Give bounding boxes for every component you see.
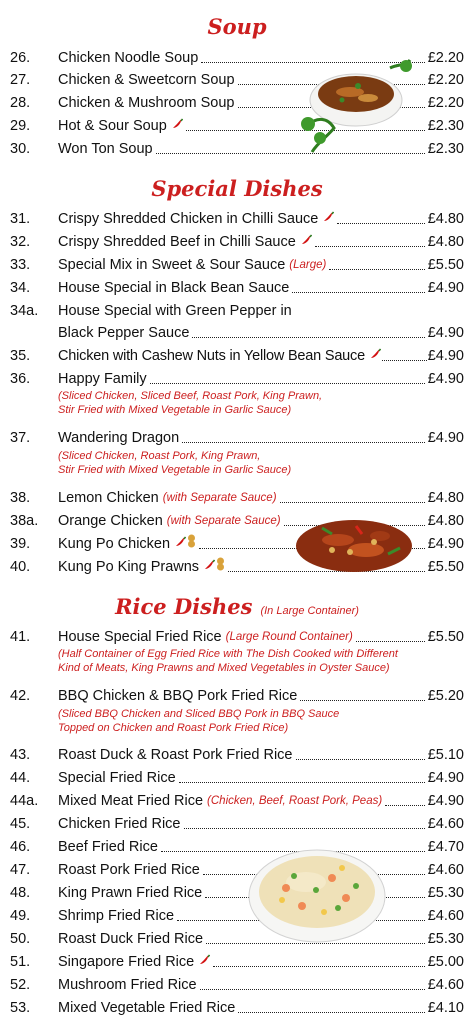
leader-dots — [150, 383, 425, 384]
item-price: £2.20 — [427, 95, 464, 111]
description-line: (Sliced Chicken, Roast Pork, King Prawn, — [58, 450, 261, 462]
item-number: 45. — [10, 816, 31, 832]
item-price: £4.60 — [427, 816, 464, 832]
item-price: £4.80 — [427, 513, 464, 529]
leader-dots — [329, 269, 424, 270]
item-number: 47. — [10, 862, 31, 878]
leader-dots — [315, 246, 425, 247]
item-name: Mixed Vegetable Fried Rice — [58, 1000, 236, 1016]
item-number: 53. — [10, 1000, 31, 1016]
item-price: £4.60 — [427, 862, 464, 878]
item-note: (Chicken, Beef, Roast Pork, Peas) — [207, 795, 383, 807]
item-note: (Large) — [289, 259, 327, 271]
item-price: £5.10 — [427, 747, 464, 763]
item-name: Mixed Meat Fried Rice — [58, 793, 204, 809]
description-line: Topped on Chicken and Roast Pork Fried Rice) — [58, 721, 289, 734]
leader-dots — [184, 828, 425, 829]
description-line: (Sliced BBQ Chicken and Sliced BBQ Pork in BBQ Sauce — [58, 708, 340, 720]
item-number: 39. — [10, 536, 31, 552]
item-name: Chicken Noodle Soup — [58, 50, 199, 66]
menu-item-34a — [10, 299, 464, 321]
item-price: £4.70 — [427, 839, 464, 855]
item-number: 50. — [10, 931, 31, 947]
menu-item-50 — [10, 927, 464, 949]
item-price: £5.50 — [427, 559, 464, 575]
menu-item-45 — [10, 812, 464, 834]
item-price: £2.20 — [427, 72, 464, 88]
item-description — [58, 648, 458, 675]
leader-dots — [382, 360, 427, 361]
leader-dots — [292, 292, 424, 293]
item-number: 26. — [10, 50, 31, 66]
leader-dots — [280, 502, 425, 503]
item-price: £4.80 — [427, 234, 464, 250]
item-number: 34. — [10, 280, 31, 296]
item-name: Mushroom Fried Rice — [58, 977, 197, 993]
rice-dishes-subtitle: (In Large Container) — [260, 605, 359, 617]
chilli-icon — [322, 209, 334, 229]
rice-dishes-title: Rice Dishes — [115, 594, 253, 619]
chilli-icon — [300, 232, 312, 252]
item-number: 27. — [10, 72, 31, 88]
leader-dots — [182, 442, 425, 443]
item-name: Chicken & Mushroom Soup — [58, 95, 235, 111]
item-name: Roast Pork Fried Rice — [58, 862, 200, 878]
item-name: House Special with Green Pepper in — [58, 303, 292, 319]
item-number: 38. — [10, 490, 31, 506]
menu-item-51 — [10, 950, 464, 972]
leader-dots — [200, 989, 425, 990]
item-price: £4.90 — [427, 536, 464, 552]
item-price: £4.90 — [427, 371, 464, 387]
item-number: 44. — [10, 770, 31, 786]
leader-dots — [192, 337, 424, 338]
item-name: Crispy Shredded Chicken in Chilli Sauce — [58, 211, 319, 227]
item-description — [58, 450, 458, 477]
item-price: £4.80 — [427, 490, 464, 506]
chilli-icon — [174, 534, 186, 554]
item-name: House Special Fried Rice — [58, 629, 222, 645]
item-name: Crispy Shredded Beef in Chilli Sauce — [58, 234, 296, 250]
item-number: 42. — [10, 688, 31, 704]
leader-dots — [238, 1012, 424, 1013]
item-name: Kung Po King Prawns — [58, 559, 200, 575]
item-price: £4.90 — [427, 770, 464, 786]
leader-dots — [296, 759, 425, 760]
menu-item-35 — [10, 344, 464, 366]
menu-item-44a — [10, 789, 464, 811]
item-price: £2.20 — [427, 50, 464, 66]
description-line: (Half Container of Egg Fried Rice with The Dish Cooked with Different — [58, 648, 398, 660]
item-price: £5.00 — [427, 954, 464, 970]
item-number: 34a. — [10, 303, 39, 319]
item-number: 51. — [10, 954, 31, 970]
menu-item-53 — [10, 996, 464, 1018]
item-name: Shrimp Fried Rice — [58, 908, 175, 924]
item-description — [58, 708, 458, 735]
item-number: 44a. — [10, 793, 39, 809]
menu-item-52 — [10, 973, 464, 995]
item-description — [58, 390, 458, 417]
item-name: Won Ton Soup — [58, 141, 153, 157]
menu-item-44 — [10, 766, 464, 788]
item-number: 33. — [10, 257, 31, 273]
chilli-icon — [369, 346, 381, 366]
item-price: £5.30 — [427, 885, 464, 901]
leader-dots — [337, 223, 424, 224]
item-number: 30. — [10, 141, 31, 157]
item-price: £2.30 — [427, 118, 464, 134]
menu-item-47 — [10, 858, 464, 880]
item-price: £4.60 — [427, 908, 464, 924]
menu-item-42 — [10, 684, 464, 706]
chilli-icon — [203, 557, 215, 577]
item-price: £4.90 — [427, 793, 464, 809]
item-name: Chicken & Sweetcorn Soup — [58, 72, 235, 88]
leader-dots — [300, 700, 424, 701]
menu-item-33 — [10, 253, 464, 275]
description-line: Stir Fried with Mixed Vegetable in Garlic Sauce) — [58, 403, 292, 416]
item-note: (with Separate Sauce) — [166, 515, 281, 527]
leader-dots — [356, 641, 425, 642]
leader-dots — [179, 782, 425, 783]
item-price: £4.90 — [427, 280, 464, 296]
item-number: 37. — [10, 430, 31, 446]
menu-item-48 — [10, 881, 464, 903]
soup-heading: Soup — [207, 14, 267, 39]
item-number: 40. — [10, 559, 31, 575]
item-number: 28. — [10, 95, 31, 111]
item-number: 32. — [10, 234, 31, 250]
menu-item-36 — [10, 367, 464, 389]
item-price: £5.20 — [427, 688, 464, 704]
chilli-icon — [198, 952, 210, 972]
peanut-icon — [187, 534, 196, 554]
menu-item-38 — [10, 486, 464, 508]
menu-item-32 — [10, 230, 464, 252]
item-number: 41. — [10, 629, 31, 645]
menu-item-49 — [10, 904, 464, 926]
item-name: Singapore Fried Rice — [58, 954, 195, 970]
description-line: Stir Fried with Mixed Vegetable in Garlic Sauce) — [58, 463, 292, 476]
menu-item-34 — [10, 276, 464, 298]
item-number: 48. — [10, 885, 31, 901]
item-number: 31. — [10, 211, 31, 227]
item-number: 49. — [10, 908, 31, 924]
item-name: Black Pepper Sauce — [58, 325, 190, 341]
item-name: House Special in Black Bean Sauce — [58, 280, 290, 296]
rice-dishes-heading — [0, 594, 474, 619]
item-number: 29. — [10, 118, 31, 134]
item-name: Special Mix in Sweet & Sour Sauce — [58, 257, 286, 273]
leader-dots — [213, 966, 424, 967]
item-note: (with Separate Sauce) — [162, 492, 277, 504]
menu-item-43 — [10, 743, 464, 765]
item-number: 36. — [10, 371, 31, 387]
item-name: Special Fried Rice — [58, 770, 176, 786]
item-name: Kung Po Chicken — [58, 536, 171, 552]
item-name: Lemon Chicken — [58, 490, 159, 506]
item-name: BBQ Chicken & BBQ Pork Fried Rice — [58, 688, 298, 704]
special-dishes-heading: Special Dishes — [151, 176, 323, 201]
item-name: Chicken Fried Rice — [58, 816, 181, 832]
item-name: Roast Duck & Roast Pork Fried Rice — [58, 747, 293, 763]
item-name: Chicken with Cashew Nuts in Yellow Bean Sauce — [58, 348, 365, 364]
description-line: Kind of Meats, King Prawns and Mixed Vegetables in Oyster Sauce) — [58, 661, 390, 674]
chilli-icon — [171, 116, 183, 136]
item-price: £4.60 — [427, 977, 464, 993]
item-price: £2.30 — [427, 141, 464, 157]
item-name: Orange Chicken — [58, 513, 163, 529]
item-price: £4.10 — [427, 1000, 464, 1016]
item-name: Happy Family — [58, 371, 147, 387]
item-number: 43. — [10, 747, 31, 763]
item-number: 52. — [10, 977, 31, 993]
item-price: £4.80 — [427, 211, 464, 227]
item-price: £5.50 — [427, 257, 464, 273]
item-price: £5.50 — [427, 629, 464, 645]
description-line: (Sliced Chicken, Sliced Beef, Roast Pork, King Prawn, — [58, 390, 323, 402]
menu-item-31 — [10, 207, 464, 229]
item-name: Wandering Dragon — [58, 430, 180, 446]
fried-rice-photo — [246, 838, 388, 948]
item-number: 38a. — [10, 513, 39, 529]
item-number: 35. — [10, 348, 31, 364]
item-price: £4.90 — [427, 348, 464, 364]
item-name: Roast Duck Fried Rice — [58, 931, 204, 947]
menu-item-37 — [10, 426, 464, 448]
item-number: 46. — [10, 839, 31, 855]
item-name: King Prawn Fried Rice — [58, 885, 203, 901]
item-name: Beef Fried Rice — [58, 839, 158, 855]
item-note: (Large Round Container) — [225, 631, 353, 643]
menu-item-46 — [10, 835, 464, 857]
menu-item-41 — [10, 625, 464, 647]
item-price: £4.90 — [427, 325, 464, 341]
leader-dots — [385, 805, 425, 806]
item-name: Hot & Sour Soup — [58, 118, 167, 134]
item-price: £5.30 — [427, 931, 464, 947]
kung-po-dish-photo — [292, 508, 416, 578]
item-price: £4.90 — [427, 430, 464, 446]
peanut-icon — [216, 557, 225, 577]
menu-item-34a-continued — [10, 321, 464, 343]
soup-bowl-photo — [298, 56, 418, 156]
